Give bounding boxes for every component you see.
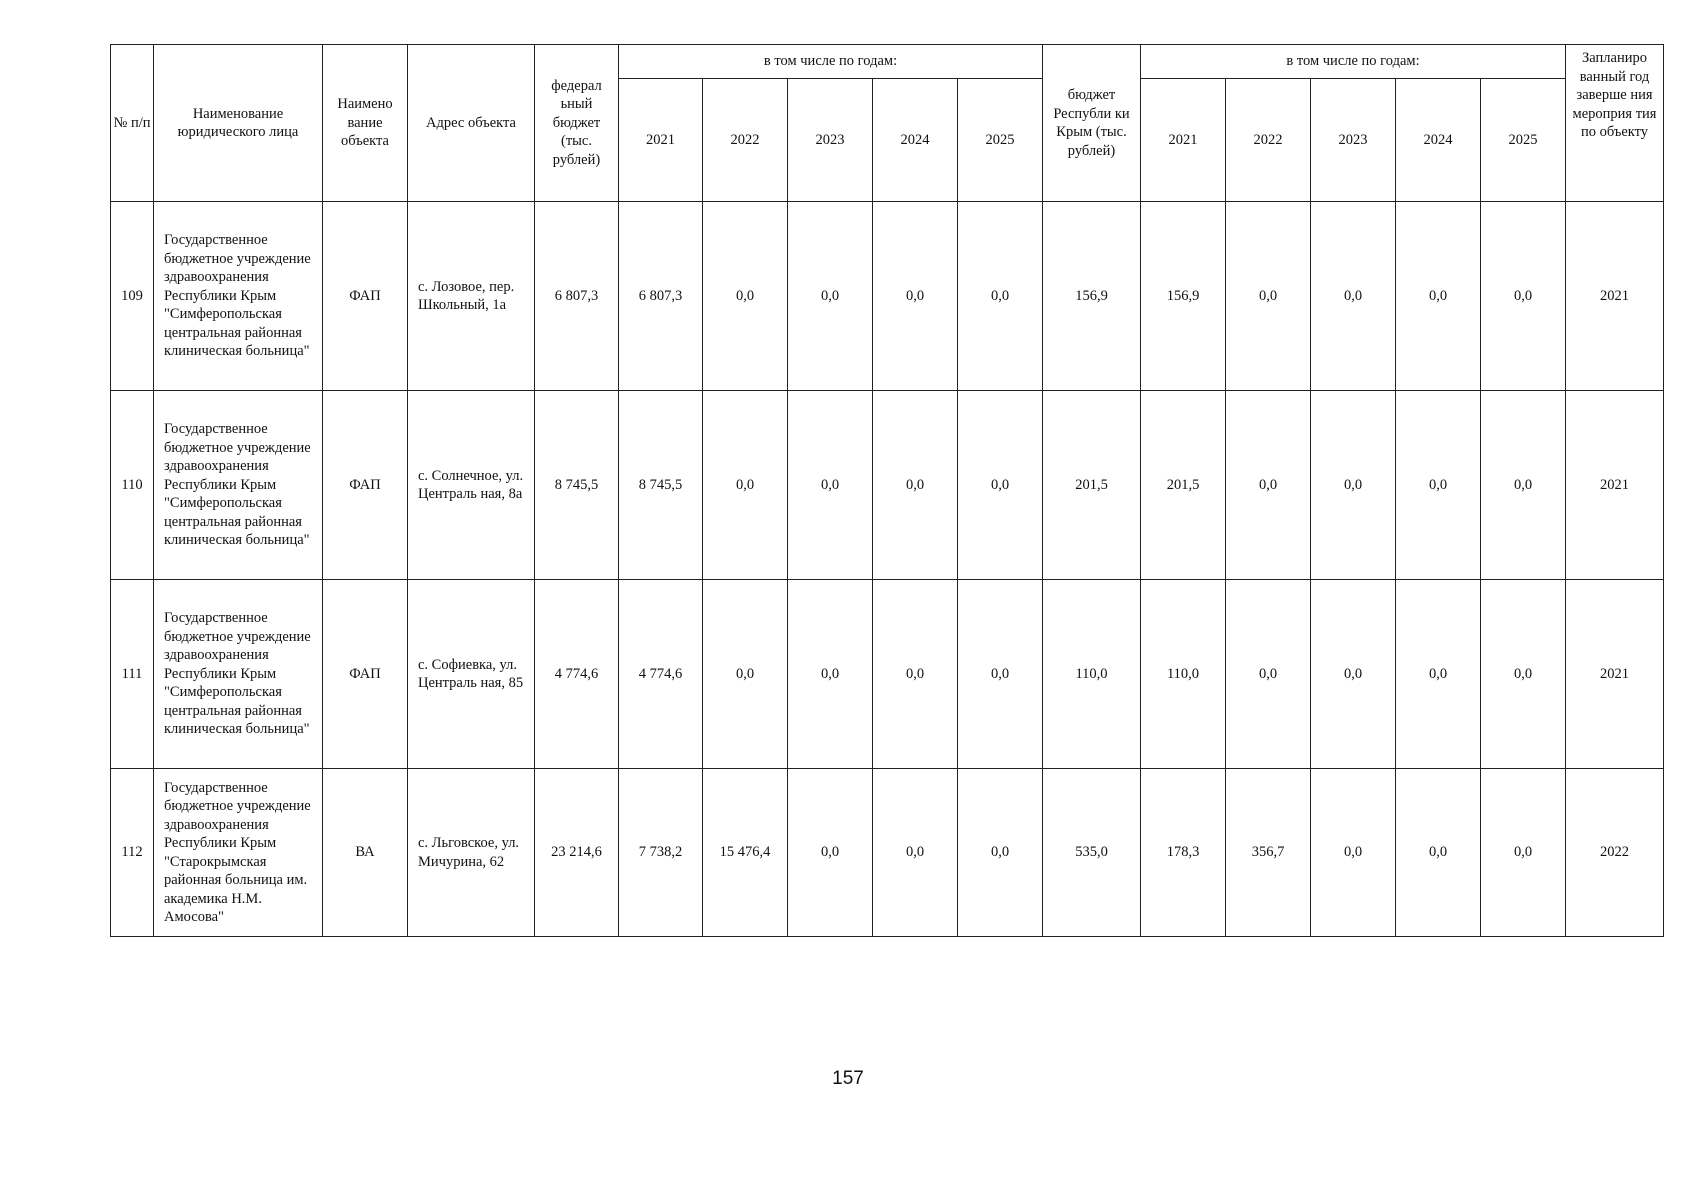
header-entity: Наименование юридического лица <box>154 45 323 202</box>
row-federal-year: 0,0 <box>873 580 958 769</box>
row-regional-year: 0,0 <box>1396 580 1481 769</box>
row-regional-year: 201,5 <box>1141 391 1226 580</box>
row-regional-year: 178,3 <box>1141 769 1226 937</box>
row-num: 109 <box>111 202 154 391</box>
row-regional-year: 0,0 <box>1226 580 1311 769</box>
page-number: 157 <box>832 1068 864 1089</box>
row-federal-year: 0,0 <box>703 391 788 580</box>
row-regional-year: 0,0 <box>1311 202 1396 391</box>
row-entity: Государственное бюджетное учреждение здравоохранения Республики Крым "Симферопольская центральная районная клиническая больница" <box>154 391 323 580</box>
row-regional-year: 0,0 <box>1311 769 1396 937</box>
row-regional-total: 110,0 <box>1043 580 1141 769</box>
header-federal-years-group: в том числе по годам: <box>619 45 1043 79</box>
header-federal: федерал ьный бюджет (тыс. рублей) <box>535 45 619 202</box>
header-regional-year: 2024 <box>1396 79 1481 202</box>
row-regional-year: 0,0 <box>1311 580 1396 769</box>
table-row <box>111 391 1664 580</box>
row-federal-year: 0,0 <box>958 202 1043 391</box>
row-regional-year: 0,0 <box>1481 202 1566 391</box>
header-planned-year: Запланиро ванный год заверше ния мероприя тия по объекту <box>1566 45 1664 202</box>
row-federal-year: 15 476,4 <box>703 769 788 937</box>
row-federal-year: 0,0 <box>873 769 958 937</box>
row-object: ВА <box>323 769 408 937</box>
table-row <box>111 202 1664 391</box>
row-object: ФАП <box>323 202 408 391</box>
row-federal-year: 0,0 <box>873 202 958 391</box>
row-federal-year: 0,0 <box>788 769 873 937</box>
row-entity: Государственное бюджетное учреждение здравоохранения Республики Крым "Симферопольская центральная районная клиническая больница" <box>154 580 323 769</box>
row-address: с. Льговское, ул. Мичурина, 62 <box>408 769 535 937</box>
row-federal-year: 0,0 <box>958 391 1043 580</box>
row-regional-year: 0,0 <box>1481 580 1566 769</box>
header-federal-year: 2023 <box>788 79 873 202</box>
row-entity: Государственное бюджетное учреждение здравоохранения Республики Крым "Старокрымская районная больница им. академика Н.М. Амосова" <box>154 769 323 937</box>
header-regional-year: 2022 <box>1226 79 1311 202</box>
row-regional-year: 110,0 <box>1141 580 1226 769</box>
row-regional-year: 0,0 <box>1311 391 1396 580</box>
row-federal-year: 4 774,6 <box>619 580 703 769</box>
header-regional: бюджет Республи ки Крым (тыс. рублей) <box>1043 45 1141 202</box>
row-regional-year: 0,0 <box>1396 391 1481 580</box>
row-planned-year: 2021 <box>1566 202 1664 391</box>
table-header <box>111 45 1664 202</box>
row-regional-year: 0,0 <box>1481 391 1566 580</box>
header-address: Адрес объекта <box>408 45 535 202</box>
header-object: Наимено вание объекта <box>323 45 408 202</box>
row-planned-year: 2021 <box>1566 580 1664 769</box>
row-entity: Государственное бюджетное учреждение здравоохранения Республики Крым "Симферопольская центральная районная клиническая больница" <box>154 202 323 391</box>
row-regional-year: 0,0 <box>1226 202 1311 391</box>
header-regional-years-group: в том числе по годам: <box>1141 45 1566 79</box>
header-federal-year: 2024 <box>873 79 958 202</box>
row-regional-year: 0,0 <box>1481 769 1566 937</box>
row-federal-total: 6 807,3 <box>535 202 619 391</box>
budget-table <box>110 44 1664 937</box>
row-regional-total: 156,9 <box>1043 202 1141 391</box>
table-row <box>111 580 1664 769</box>
row-num: 112 <box>111 769 154 937</box>
header-federal-year: 2025 <box>958 79 1043 202</box>
row-federal-year: 0,0 <box>703 202 788 391</box>
header-regional-year: 2021 <box>1141 79 1226 202</box>
row-object: ФАП <box>323 391 408 580</box>
row-regional-year: 0,0 <box>1396 769 1481 937</box>
table-row <box>111 769 1664 937</box>
row-address: с. Софиевка, ул. Централь ная, 85 <box>408 580 535 769</box>
header-federal-year: 2021 <box>619 79 703 202</box>
row-federal-year: 0,0 <box>788 202 873 391</box>
header-num: № п/п <box>111 45 154 202</box>
row-federal-year: 0,0 <box>958 580 1043 769</box>
row-object: ФАП <box>323 580 408 769</box>
header-regional-year: 2025 <box>1481 79 1566 202</box>
row-federal-total: 23 214,6 <box>535 769 619 937</box>
row-regional-year: 0,0 <box>1396 202 1481 391</box>
row-num: 111 <box>111 580 154 769</box>
row-regional-year: 356,7 <box>1226 769 1311 937</box>
row-regional-year: 0,0 <box>1226 391 1311 580</box>
row-federal-year: 0,0 <box>703 580 788 769</box>
row-federal-total: 8 745,5 <box>535 391 619 580</box>
row-address: с. Солнечное, ул. Централь ная, 8а <box>408 391 535 580</box>
header-federal-year: 2022 <box>703 79 788 202</box>
row-federal-year: 0,0 <box>873 391 958 580</box>
row-federal-year: 7 738,2 <box>619 769 703 937</box>
row-federal-year: 8 745,5 <box>619 391 703 580</box>
row-federal-year: 0,0 <box>788 391 873 580</box>
table-body <box>111 202 1664 937</box>
row-federal-total: 4 774,6 <box>535 580 619 769</box>
header-regional-year: 2023 <box>1311 79 1396 202</box>
row-regional-year: 156,9 <box>1141 202 1226 391</box>
row-address: с. Лозовое, пер. Школьный, 1а <box>408 202 535 391</box>
row-federal-year: 6 807,3 <box>619 202 703 391</box>
row-planned-year: 2022 <box>1566 769 1664 937</box>
row-num: 110 <box>111 391 154 580</box>
row-federal-year: 0,0 <box>958 769 1043 937</box>
row-regional-total: 535,0 <box>1043 769 1141 937</box>
row-planned-year: 2021 <box>1566 391 1664 580</box>
row-federal-year: 0,0 <box>788 580 873 769</box>
row-regional-total: 201,5 <box>1043 391 1141 580</box>
